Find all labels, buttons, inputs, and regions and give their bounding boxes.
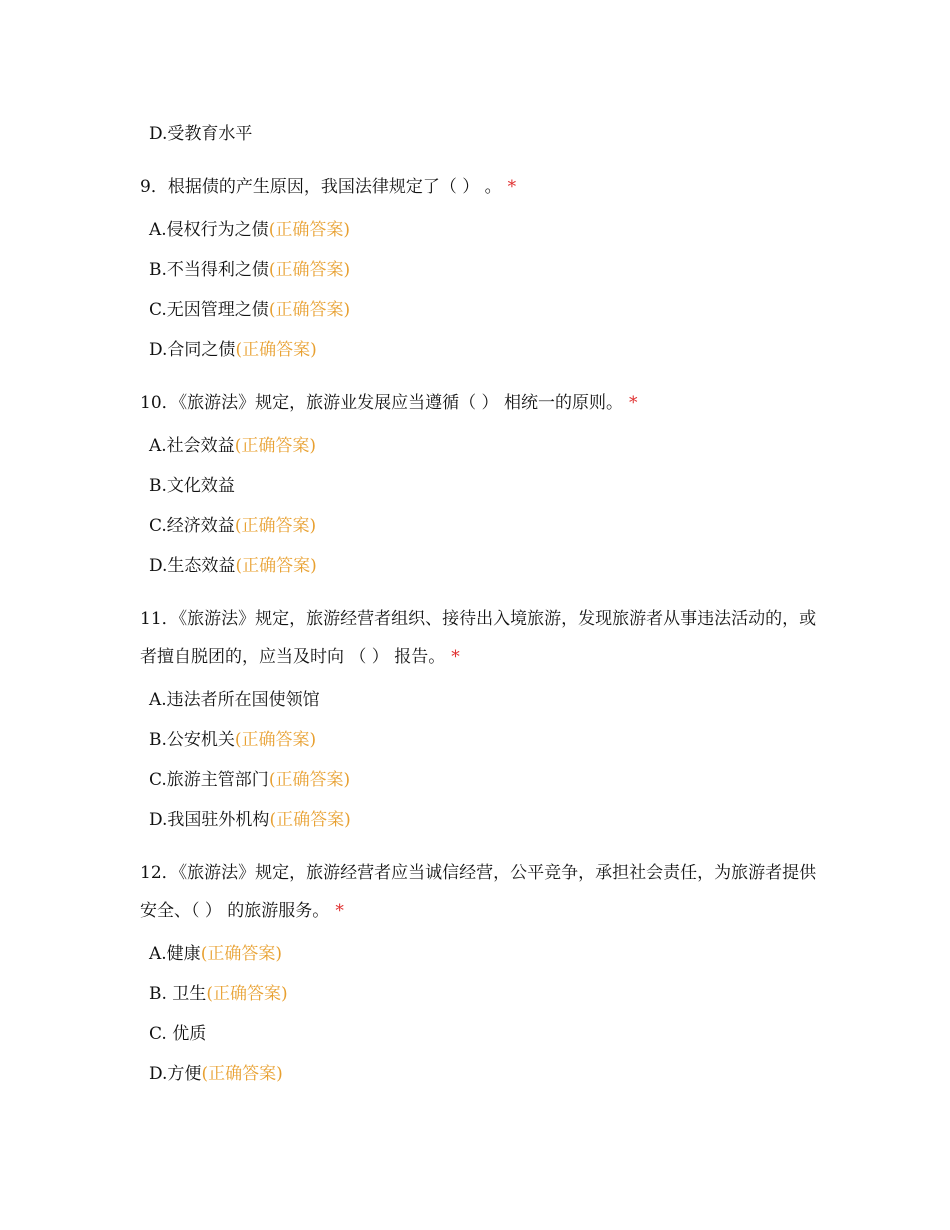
- list-item: [140, 680, 830, 720]
- list-item: [140, 1014, 830, 1054]
- list-item: [140, 934, 830, 974]
- correct-answer-tag: (正确答案): [268, 220, 350, 240]
- question-11: [140, 600, 830, 676]
- correct-answer-tag: (正确答案): [235, 340, 317, 360]
- correct-answer-tag: (正确答案): [269, 810, 351, 830]
- question-9: [140, 168, 830, 206]
- option-label: C.无因管理之债: [149, 300, 269, 320]
- option-label: D.我国驻外机构: [149, 810, 270, 830]
- option-label: D.受教育水平: [149, 124, 253, 144]
- correct-answer-tag: (正确答案): [268, 260, 351, 280]
- list-item: [140, 1054, 830, 1094]
- required-mark: *: [335, 901, 344, 921]
- list-item: [140, 290, 830, 330]
- question-12: [140, 854, 830, 930]
- option-label: A.健康: [149, 944, 201, 964]
- option-label: B.文化效益: [149, 476, 235, 496]
- required-mark: *: [628, 393, 638, 413]
- correct-answer-tag: (正确答案): [268, 770, 351, 790]
- question-text: 11．《旅游法》规定，旅游经营者组织、接待出入境旅游，发现旅游者从事违法活动的，或者擅自脱团的，应当及时向 （ ） 报告。: [140, 609, 817, 667]
- list-item: [140, 330, 830, 370]
- list-item: [140, 760, 830, 800]
- option-label: B. 卫生: [149, 984, 207, 1004]
- option-label: A.社会效益: [149, 436, 235, 456]
- list-item: [140, 114, 830, 154]
- required-mark: *: [451, 647, 460, 667]
- question-text: 9．根据债的产生原因，我国法律规定了（ ） 。: [140, 177, 502, 197]
- list-item: [140, 800, 830, 840]
- list-item: [140, 974, 830, 1014]
- correct-answer-tag: (正确答案): [234, 730, 317, 750]
- option-label: D.方便: [149, 1064, 202, 1084]
- option-label: B.不当得利之债: [149, 260, 269, 280]
- correct-answer-tag: (正确答案): [235, 556, 317, 576]
- list-item: [140, 426, 830, 466]
- correct-answer-tag: (正确答案): [234, 436, 316, 456]
- list-item: [140, 720, 830, 760]
- list-item: [140, 546, 830, 586]
- correct-answer-tag: (正确答案): [201, 1064, 283, 1084]
- correct-answer-tag: (正确答案): [234, 516, 317, 536]
- correct-answer-tag: (正确答案): [200, 944, 282, 964]
- option-label: D.合同之债: [149, 340, 236, 360]
- correct-answer-tag: (正确答案): [268, 300, 351, 320]
- option-label: C. 优质: [149, 1024, 207, 1044]
- option-label: A.侵权行为之债: [149, 220, 269, 240]
- option-label: C.经济效益: [149, 516, 235, 536]
- option-label: B.公安机关: [149, 730, 235, 750]
- list-item: [140, 506, 830, 546]
- correct-answer-tag: (正确答案): [206, 984, 288, 1004]
- list-item: [140, 250, 830, 290]
- list-item: [140, 466, 830, 506]
- option-label: C.旅游主管部门: [149, 770, 269, 790]
- question-list: [140, 114, 830, 1094]
- option-label: D.生态效益: [149, 556, 236, 576]
- question-text: 12．《旅游法》规定，旅游经营者应当诚信经营，公平竞争，承担社会责任，为旅游者提供安全、（ ） 的旅游服务。: [140, 863, 817, 921]
- question-10: [140, 384, 830, 422]
- question-text: 10．《旅游法》规定，旅游业发展应当遵循（ ） 相统一的原则。: [140, 393, 623, 413]
- list-item: [140, 210, 830, 250]
- option-label: A.违法者所在国使领馆: [149, 690, 320, 710]
- required-mark: *: [507, 177, 517, 197]
